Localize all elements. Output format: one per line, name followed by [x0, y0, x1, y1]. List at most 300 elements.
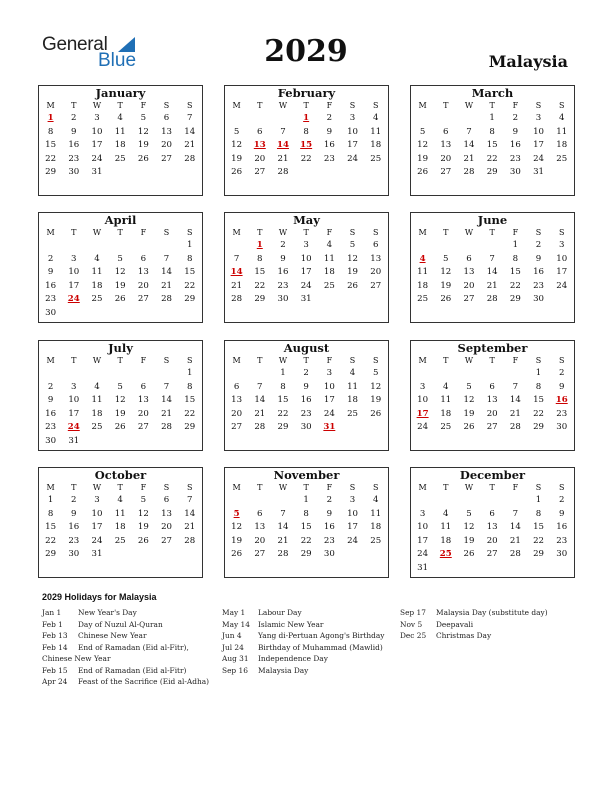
day-cell: 10 [533, 126, 544, 137]
empty-cell [434, 112, 457, 126]
day-cell: 11 [417, 267, 429, 277]
day-cell: 9 [280, 253, 286, 264]
day-cell: 10 [556, 253, 568, 264]
weekday-label: S [372, 228, 379, 237]
empty-cell [457, 112, 480, 126]
day-cell: 20 [254, 153, 266, 164]
weekday-label: S [535, 483, 542, 492]
holiday-name: Yang di-Pertuan Agong's Birthday [258, 631, 385, 640]
day-cell: 2 [47, 253, 54, 264]
day-cell: 14 [509, 522, 521, 532]
day-cell: 5 [140, 495, 147, 505]
day-cell: 26 [463, 422, 475, 432]
weekday-label: T [257, 101, 263, 110]
weekday-label: S [186, 101, 193, 110]
day-cell: 27 [137, 422, 149, 432]
weekday-label: M [418, 228, 427, 237]
day-cell: 20 [161, 140, 172, 150]
day-cell: 18 [370, 522, 382, 532]
day-cell: 12 [463, 395, 475, 405]
weekday-label: W [92, 228, 102, 237]
country-name: Malaysia [488, 52, 568, 71]
day-cell: 18 [347, 395, 358, 405]
day-cell: 31 [417, 562, 429, 573]
day-cell: 25 [91, 294, 103, 304]
weekday-header [39, 100, 202, 112]
day-cell: 21 [254, 408, 266, 419]
empty-cell [411, 239, 434, 253]
day-cell: 11 [114, 508, 126, 519]
weekday-header [225, 227, 388, 239]
weekday-label: W [464, 101, 474, 110]
day-cell: 4 [443, 508, 449, 519]
holiday-name: Feast of the Sacrifice (Eid al-Adha) [78, 677, 210, 686]
day-cell: 31 [68, 435, 80, 446]
weekday-label: F [512, 356, 519, 365]
day-cell: 30 [68, 167, 80, 177]
day-cell: 29 [300, 549, 312, 559]
day-cell: 18 [370, 140, 382, 150]
weekday-label: F [140, 483, 147, 492]
day-cell: 4 [372, 495, 379, 505]
weekday-header [411, 100, 574, 112]
holiday-day-cell: 24 [67, 294, 80, 304]
holiday-date: Jul 24 [222, 642, 244, 652]
day-cell: 29 [45, 167, 57, 177]
day-cell: 16 [323, 140, 335, 150]
day-cell: 28 [231, 294, 243, 304]
weekday-label: T [71, 483, 77, 492]
day-cell: 23 [323, 153, 335, 164]
day-cell: 30 [323, 549, 335, 559]
day-cell: 27 [370, 280, 382, 291]
weekday-label: S [186, 483, 193, 492]
day-cell: 2 [558, 495, 565, 505]
weekday-label: T [489, 101, 495, 110]
month-name: April [104, 213, 137, 227]
day-cell: 21 [277, 153, 289, 164]
empty-cell [132, 367, 155, 381]
holiday-date: Feb 15 [42, 665, 68, 675]
day-cell: 11 [347, 381, 358, 392]
day-cell: 12 [463, 522, 475, 532]
day-cell: 11 [556, 126, 568, 137]
day-cell: 26 [137, 153, 149, 164]
day-cell: 13 [231, 395, 243, 405]
day-cell: 1 [512, 240, 519, 250]
weekday-label: S [372, 101, 379, 110]
holiday-date: Feb 13 [42, 631, 68, 640]
day-cell: 22 [184, 280, 196, 291]
weekday-label: M [232, 228, 241, 237]
day-cell: 9 [512, 126, 519, 137]
day-cell: 26 [417, 167, 429, 177]
day-cell: 22 [45, 153, 57, 164]
day-cell: 12 [417, 140, 429, 150]
day-cell: 26 [370, 408, 382, 419]
weekday-label: S [535, 228, 542, 237]
day-cell: 29 [184, 294, 196, 304]
day-cell: 3 [326, 368, 333, 378]
day-cell: 28 [184, 153, 196, 164]
day-cell: 14 [184, 126, 196, 137]
holiday-day-cell: 24 [67, 422, 80, 432]
holiday-date: Feb 1 [42, 619, 63, 629]
weekday-header [39, 482, 202, 494]
day-cell: 7 [257, 381, 263, 392]
day-cell: 2 [535, 240, 542, 250]
day-cell: 7 [186, 495, 193, 505]
day-cell: 4 [117, 113, 123, 123]
weekday-label: M [232, 356, 241, 365]
day-cell: 7 [512, 508, 519, 519]
day-cell: 5 [117, 253, 123, 264]
day-cell: 31 [91, 167, 103, 177]
day-cell: 27 [486, 549, 498, 559]
day-cell: 21 [277, 535, 289, 546]
day-cell: 4 [349, 368, 356, 378]
month-name: May [293, 213, 320, 227]
weekday-label: F [512, 483, 519, 492]
day-cell: 8 [257, 253, 263, 264]
day-cell: 19 [417, 153, 429, 164]
day-cell: 12 [440, 267, 452, 277]
day-cell: 28 [463, 167, 475, 177]
day-cell: 14 [277, 522, 289, 532]
day-cell: 1 [186, 368, 193, 378]
day-cell: 29 [486, 167, 498, 177]
day-cell: 29 [184, 422, 196, 432]
day-cell: 15 [300, 522, 312, 532]
day-cell: 13 [161, 126, 172, 137]
day-cell: 8 [186, 381, 193, 392]
day-cell: 13 [370, 253, 382, 264]
page-title-year: 2029 [264, 34, 348, 69]
day-grid [225, 367, 388, 435]
day-cell: 15 [254, 267, 266, 277]
weekday-label: F [326, 483, 333, 492]
empty-cell [248, 494, 271, 508]
day-cell: 10 [417, 522, 429, 532]
day-cell: 23 [68, 535, 80, 546]
day-cell: 5 [372, 368, 379, 378]
day-cell: 28 [254, 422, 266, 432]
day-cell: 10 [417, 395, 429, 405]
day-cell: 5 [443, 253, 449, 264]
weekday-label: M [46, 101, 55, 110]
day-cell: 10 [300, 253, 312, 264]
day-cell: 3 [349, 495, 356, 505]
day-cell: 2 [512, 113, 519, 123]
day-cell: 26 [114, 422, 126, 432]
empty-cell [39, 239, 62, 253]
day-cell: 16 [300, 395, 312, 405]
day-cell: 11 [91, 395, 103, 405]
empty-cell [155, 239, 178, 253]
day-cell: 1 [186, 240, 193, 250]
day-cell: 31 [300, 294, 312, 304]
day-cell: 13 [137, 395, 149, 405]
day-cell: 11 [114, 126, 126, 137]
day-cell: 7 [163, 253, 170, 264]
weekday-label: S [349, 356, 356, 365]
weekday-label: T [257, 483, 263, 492]
day-cell: 24 [300, 280, 312, 291]
day-cell: 1 [489, 113, 495, 123]
day-cell: 7 [280, 508, 286, 519]
day-cell: 25 [440, 422, 452, 432]
day-cell: 13 [486, 395, 498, 405]
day-cell: 25 [417, 294, 429, 304]
empty-cell [411, 112, 434, 126]
day-cell: 19 [347, 267, 358, 277]
day-cell: 23 [509, 153, 521, 164]
day-cell: 27 [137, 294, 149, 304]
day-cell: 26 [114, 294, 126, 304]
day-cell: 6 [140, 381, 147, 392]
day-cell: 16 [533, 267, 544, 277]
day-cell: 6 [489, 381, 495, 392]
day-cell: 3 [71, 253, 77, 264]
day-cell: 7 [186, 113, 193, 123]
month-name: November [273, 468, 340, 482]
day-cell: 20 [254, 535, 266, 546]
day-cell: 9 [326, 508, 333, 519]
day-grid [411, 494, 574, 575]
day-cell: 21 [184, 522, 196, 532]
day-cell: 13 [463, 267, 475, 277]
holiday-name: Deepavali [436, 619, 474, 629]
day-cell: 28 [486, 294, 498, 304]
weekday-label: W [278, 228, 288, 237]
day-cell: 23 [323, 535, 335, 546]
day-cell: 8 [47, 508, 54, 519]
day-cell: 19 [137, 140, 149, 150]
day-cell: 15 [533, 395, 544, 405]
day-cell: 29 [45, 549, 57, 559]
day-cell: 4 [372, 113, 379, 123]
day-cell: 11 [370, 508, 382, 519]
day-cell: 10 [347, 508, 358, 519]
weekday-label: S [558, 101, 565, 110]
weekday-label: S [163, 101, 170, 110]
empty-cell [434, 367, 457, 381]
day-cell: 12 [137, 508, 149, 519]
day-cell: 6 [163, 113, 170, 123]
weekday-label: S [558, 228, 565, 237]
day-cell: 25 [370, 535, 382, 546]
day-cell: 26 [440, 294, 452, 304]
day-cell: 23 [277, 280, 289, 291]
empty-cell [457, 367, 480, 381]
day-cell: 6 [372, 240, 379, 250]
weekday-label: S [349, 101, 356, 110]
weekday-label: S [558, 356, 565, 365]
day-cell: 18 [440, 408, 452, 419]
weekday-label: T [303, 228, 309, 237]
weekday-label: S [163, 228, 170, 237]
day-cell: 28 [509, 422, 521, 432]
day-grid [411, 239, 574, 307]
day-cell: 8 [512, 253, 519, 264]
day-cell: 1 [280, 368, 286, 378]
day-grid [225, 494, 388, 562]
day-cell: 22 [300, 153, 312, 164]
day-cell: 15 [45, 140, 57, 150]
empty-cell [271, 112, 294, 126]
day-cell: 22 [45, 535, 57, 546]
day-cell: 12 [231, 140, 243, 150]
day-cell: 6 [257, 508, 263, 519]
day-cell: 24 [91, 153, 103, 164]
empty-cell [457, 239, 480, 253]
day-grid [39, 367, 202, 448]
day-cell: 18 [114, 140, 126, 150]
weekday-label: T [117, 101, 123, 110]
day-cell: 24 [347, 153, 358, 164]
day-cell: 20 [137, 408, 149, 419]
month-july [38, 340, 203, 451]
day-cell: 24 [347, 535, 358, 546]
day-cell: 29 [533, 549, 544, 559]
day-cell: 18 [114, 522, 126, 532]
day-cell: 13 [254, 522, 266, 532]
day-cell: 9 [326, 126, 333, 137]
day-cell: 24 [91, 535, 103, 546]
day-cell: 15 [277, 395, 289, 405]
day-cell: 20 [463, 280, 475, 291]
month-name: October [94, 468, 147, 482]
day-cell: 22 [300, 535, 312, 546]
month-name: June [477, 213, 508, 227]
day-cell: 6 [489, 508, 495, 519]
month-november [224, 467, 389, 578]
day-cell: 19 [231, 153, 243, 164]
empty-cell [504, 494, 527, 508]
weekday-label: S [163, 483, 170, 492]
day-cell: 22 [486, 153, 498, 164]
day-cell: 21 [509, 408, 521, 419]
day-cell: 12 [114, 395, 126, 405]
day-cell: 7 [489, 253, 495, 264]
day-cell: 12 [347, 253, 358, 264]
day-cell: 16 [509, 140, 521, 150]
month-name: February [277, 86, 336, 100]
day-cell: 16 [556, 522, 568, 532]
month-name: March [471, 86, 514, 100]
day-cell: 29 [254, 294, 266, 304]
day-cell: 22 [533, 535, 544, 546]
day-cell: 20 [486, 535, 498, 546]
empty-cell [225, 112, 248, 126]
day-cell: 11 [323, 253, 335, 264]
weekday-label: T [443, 356, 449, 365]
day-cell: 21 [231, 280, 243, 291]
day-cell: 30 [45, 435, 57, 446]
day-cell: 26 [137, 535, 149, 546]
day-cell: 4 [94, 253, 100, 264]
holiday-date: May 1 [222, 608, 246, 617]
holiday-name-continued: Chinese New Year [42, 654, 111, 663]
day-cell: 5 [349, 240, 356, 250]
day-cell: 2 [558, 368, 565, 378]
day-cell: 3 [349, 113, 356, 123]
weekday-label: T [117, 356, 123, 365]
day-cell: 10 [68, 267, 80, 277]
month-name: July [108, 341, 133, 355]
day-grid [411, 112, 574, 180]
day-cell: 2 [303, 368, 309, 378]
weekday-label: T [257, 228, 263, 237]
holiday-name: End of Ramadan (Eid al-Fitr), [78, 642, 189, 652]
weekday-label: S [372, 356, 379, 365]
empty-cell [271, 494, 294, 508]
day-cell: 17 [300, 267, 312, 277]
holiday-name: End of Ramadan (Eid al-Fitr) [78, 665, 187, 675]
day-cell: 6 [140, 253, 147, 264]
day-cell: 11 [440, 522, 452, 532]
weekday-label: S [535, 101, 542, 110]
day-cell: 7 [466, 126, 472, 137]
day-grid [225, 239, 388, 307]
holiday-day-cell: 4 [419, 253, 426, 264]
day-cell: 17 [91, 522, 103, 532]
holiday-date: Sep 16 [222, 665, 248, 675]
holiday-name: Malaysia Day (substitute day) [436, 608, 548, 617]
day-grid [411, 367, 574, 435]
holiday-name: Labour Day [258, 608, 302, 617]
day-cell: 14 [184, 508, 196, 519]
holiday-name: Chinese New Year [78, 631, 147, 640]
empty-cell [62, 367, 85, 381]
day-cell: 23 [68, 153, 80, 164]
weekday-label: F [140, 228, 147, 237]
day-cell: 24 [323, 408, 335, 419]
day-cell: 29 [533, 422, 544, 432]
day-cell: 21 [161, 408, 172, 419]
day-cell: 18 [323, 267, 335, 277]
holiday-name: Independence Day [258, 654, 328, 663]
month-october [38, 467, 203, 578]
day-cell: 10 [347, 126, 358, 137]
day-cell: 16 [68, 140, 80, 150]
day-cell: 23 [556, 535, 568, 546]
weekday-label: W [92, 356, 102, 365]
weekday-label: M [46, 228, 55, 237]
day-cell: 27 [440, 167, 452, 177]
day-cell: 11 [91, 267, 103, 277]
weekday-label: W [464, 356, 474, 365]
empty-cell [85, 367, 108, 381]
day-cell: 1 [303, 495, 309, 505]
day-cell: 13 [137, 267, 149, 277]
weekday-label: W [278, 356, 288, 365]
day-cell: 5 [233, 126, 240, 137]
day-cell: 14 [486, 267, 498, 277]
day-cell: 13 [440, 140, 452, 150]
day-cell: 17 [417, 535, 429, 546]
day-cell: 30 [277, 294, 289, 304]
day-cell: 27 [161, 153, 172, 164]
day-cell: 17 [68, 408, 80, 419]
day-cell: 7 [512, 381, 519, 392]
day-cell: 17 [91, 140, 103, 150]
empty-cell [62, 239, 85, 253]
day-cell: 31 [533, 167, 544, 177]
day-cell: 3 [94, 113, 100, 123]
day-cell: 30 [556, 549, 568, 559]
holiday-day-cell: 25 [439, 549, 452, 559]
